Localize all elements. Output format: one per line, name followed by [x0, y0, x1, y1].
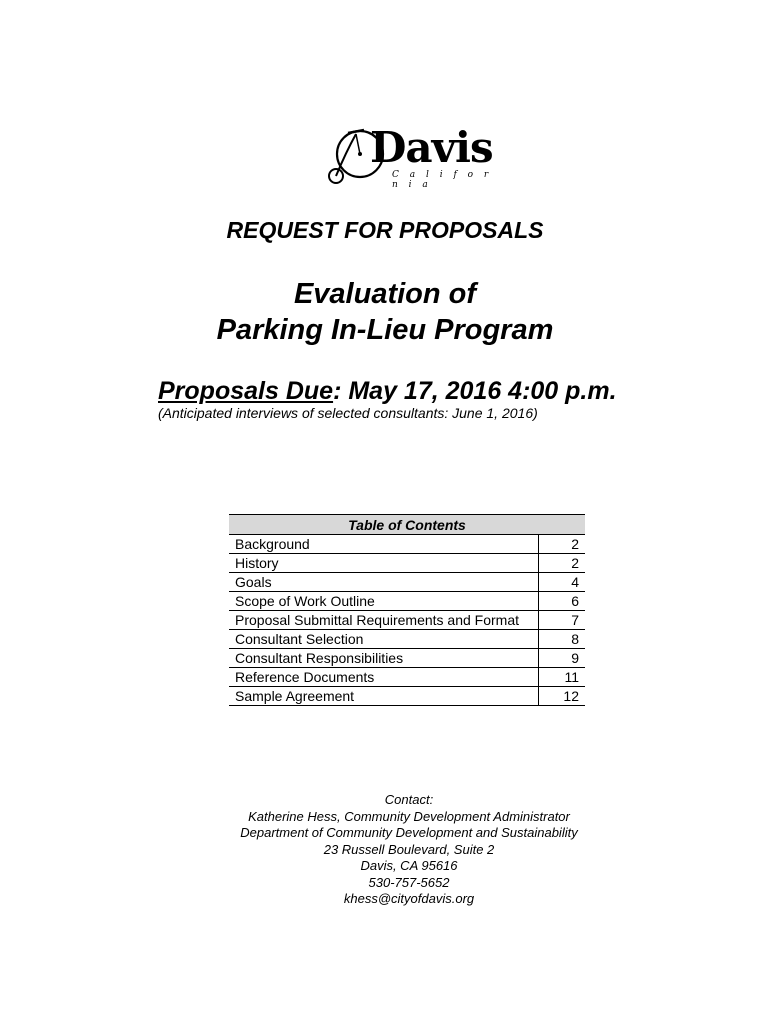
- toc-item-label: History: [229, 554, 539, 573]
- contact-name: Katherine Hess, Community Development Administrator: [248, 808, 570, 824]
- toc-item-page: 9: [539, 649, 586, 668]
- proposals-due-value: : May 17, 2016 4:00 p.m.: [333, 377, 617, 405]
- toc-item-label: Sample Agreement: [229, 687, 539, 706]
- toc-item-label: Proposal Submittal Requirements and Format: [229, 611, 539, 630]
- contact-address-line-1: 23 Russell Boulevard, Suite 2: [323, 841, 495, 857]
- table-row: [229, 573, 585, 592]
- table-row: [229, 630, 585, 649]
- table-row: [229, 649, 585, 668]
- table-of-contents: [229, 514, 585, 706]
- logo-wordmark: Davis: [370, 123, 493, 172]
- toc-item-page: 7: [539, 611, 586, 630]
- title-line-1: Evaluation of: [293, 278, 477, 310]
- contact-address-line-2: Davis, CA 95616: [360, 858, 458, 873]
- contact-block: [0, 792, 770, 908]
- toc-header: Table of Contents: [229, 515, 585, 535]
- contact-email[interactable]: khess@cityofdavis.org: [343, 891, 475, 906]
- table-row: [229, 687, 585, 706]
- toc-item-label: Goals: [229, 573, 539, 592]
- interview-note: (Anticipated interviews of selected consultants: June 1, 2016): [158, 405, 538, 421]
- toc-item-page: 11: [539, 668, 586, 687]
- contact-phone: 530-757-5652: [368, 874, 450, 890]
- toc-item-label: Background: [229, 535, 539, 554]
- toc-item-page: 2: [539, 554, 586, 573]
- table-row: [229, 592, 585, 611]
- contact-label: Contact:: [384, 792, 434, 807]
- city-logo: [326, 122, 496, 192]
- logo-subtitle: C a l i f o r n i a: [392, 170, 493, 190]
- table-row: [229, 554, 585, 573]
- table-row: [229, 535, 585, 554]
- toc-item-page: 8: [539, 630, 586, 649]
- toc-item-page: 4: [539, 573, 586, 592]
- toc-item-label: Scope of Work Outline: [229, 592, 539, 611]
- title-line-2: Parking In-Lieu Program: [216, 314, 554, 346]
- document-title: [0, 276, 770, 348]
- toc-item-page: 2: [539, 535, 586, 554]
- table-row: [229, 668, 585, 687]
- proposals-due: [158, 376, 617, 406]
- toc-item-label: Reference Documents: [229, 668, 539, 687]
- table-row: [229, 611, 585, 630]
- toc-item-page: 6: [539, 592, 586, 611]
- toc-item-label: Consultant Selection: [229, 630, 539, 649]
- toc-item-page: 12: [539, 687, 586, 706]
- toc-item-label: Consultant Responsibilities: [229, 649, 539, 668]
- proposals-due-label: Proposals Due: [158, 377, 334, 405]
- contact-department: Department of Community Development and Sustainability: [240, 825, 578, 840]
- document-heading: REQUEST FOR PROPOSALS: [226, 217, 544, 243]
